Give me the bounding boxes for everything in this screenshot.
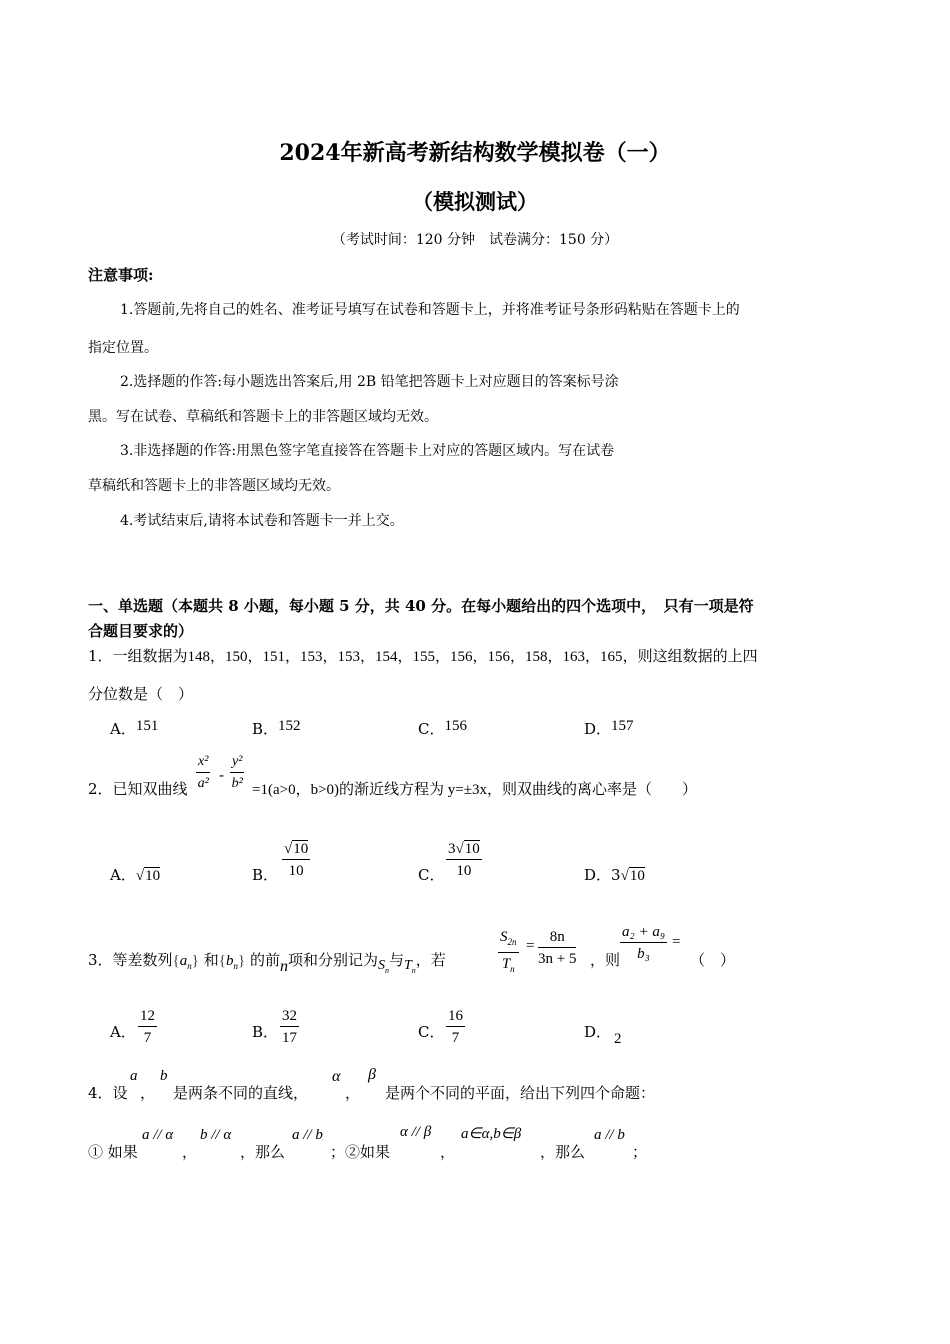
q2-c-coef: 3 — [448, 841, 456, 857]
q3-equals-2: = — [672, 934, 681, 950]
q3-n: n — [279, 958, 288, 975]
notice-item-4: 4.考试结束后,请将本试卷和答题卡一并上交。 — [120, 513, 404, 529]
q3-option-c-label[interactable]: C． — [418, 1023, 445, 1041]
q2-option-b-label[interactable]: B． — [252, 866, 279, 884]
notice-item-3: 3.非选择题的作答:用黑色签字笔直接答在答题卡上对应的答题区域内。写在试卷 — [120, 443, 615, 459]
q3-paren: （ ） — [690, 951, 736, 969]
q2-option-c-value: $\frac{3√10}{10}$ — [446, 839, 482, 882]
q3-b-num: 32 — [280, 1006, 299, 1027]
q2-a2: a² — [197, 776, 209, 791]
q1-option-c-value: 156 — [444, 718, 467, 734]
q3-mid1: 的前 — [249, 951, 280, 969]
exam-info: （考试时间：120 分钟 试卷满分：150 分） — [331, 232, 619, 248]
q1-data: 148，150，151，153，153，154，155，156，156，158，163，165 — [187, 649, 623, 665]
q1-option-b-value: 152 — [278, 718, 301, 734]
q3-ratio-st — [498, 927, 519, 980]
question-1 — [88, 645, 758, 666]
q2-b2: b² — [231, 776, 243, 791]
q4-p1-prefix: ① 如果 — [88, 1143, 138, 1161]
q3-b-den: 17 — [282, 1030, 297, 1046]
q4-p2b: a∈α,b∈β — [461, 1126, 522, 1142]
q4-end: ； — [632, 1143, 648, 1161]
q3-S-sub: n — [384, 966, 389, 975]
q1-option-c-label: C． — [418, 720, 445, 738]
q2-option-b-value: $\frac{√10}{10}$ — [282, 839, 310, 882]
q3-option-b-value — [280, 1006, 299, 1049]
q2-prefix: 2．已知双曲线 — [88, 780, 188, 798]
q3-8n: 8n — [538, 927, 576, 948]
notice-item-2: 2.选择题的作答:每小题选出答案后,用 2B 铅笔把答题卡上对应题目的答案标号涂 — [120, 374, 619, 390]
notice-item-1: 1.答题前,先将自己的姓名、准考证号填写在试卷和答题卡上，并将准考证号条形码粘贴在答题卡上的 — [120, 302, 740, 318]
q1-suffix: ，则这组数据的上四 — [622, 647, 758, 665]
q3-mid2: 项和分别记为 — [287, 951, 378, 969]
q4-p1a: a // α — [142, 1127, 174, 1143]
q1-option-b[interactable] — [252, 718, 301, 739]
q4-p2c: a // b — [594, 1127, 625, 1143]
q2-b-den: 10 — [288, 863, 304, 879]
q1-option-a[interactable] — [110, 718, 158, 739]
q4-mid2: 是两个不同的平面，给出下列四个命题： — [385, 1084, 656, 1102]
q3-a-den: 7 — [143, 1030, 152, 1046]
q3-option-b-label[interactable]: B． — [252, 1023, 279, 1041]
q3-T: T — [403, 958, 412, 973]
q3-ratio-value — [538, 927, 576, 970]
q3-and: 和 — [203, 951, 219, 969]
q3-c-den: 7 — [451, 1030, 460, 1046]
q4-comma-4: ， — [440, 1143, 456, 1161]
q1-prefix: 1．一组数据为 — [88, 647, 188, 665]
question-1-cont: 分位数是（ ） — [88, 685, 194, 703]
q4-p1c: a // b — [292, 1127, 323, 1143]
q1-option-d-value: 157 — [611, 718, 634, 734]
q2-c-num: 10 — [464, 841, 480, 857]
q2-c-den: 10 — [456, 863, 472, 879]
q1-option-d-label: D． — [584, 720, 612, 738]
q1-option-c[interactable] — [418, 718, 467, 739]
q3-ze: ，则 — [590, 951, 621, 969]
q3-a-num: 12 — [138, 1006, 157, 1027]
q3-Tn-sub: n — [510, 964, 515, 974]
q3-S: S — [377, 958, 385, 973]
q2-option-a-value: 10 — [145, 868, 161, 884]
q3-b3: b₃ — [637, 946, 650, 962]
q4-then-1: ，那么 — [240, 1143, 286, 1161]
q4-mid1: 是两条不同的直线， — [173, 1084, 309, 1102]
q4-prefix: 4．设 — [88, 1084, 128, 1102]
q4-b: b — [160, 1068, 168, 1084]
q3-target-frac — [620, 922, 667, 965]
question-3: 3．等差数列$\{a_n\}$ 和$\{b_n\}$ 的前n项和分别记为$S_n$与$T_n$，若 — [88, 951, 446, 975]
q3-S2n: S — [500, 929, 508, 945]
q2-option-a[interactable]: A．√10 — [110, 866, 161, 884]
q4-beta: β — [368, 1066, 376, 1083]
notice-item-1-cont: 指定位置。 — [88, 340, 158, 356]
notice-item-3-cont: 草稿纸和答题卡上的非答题区域均无效。 — [88, 478, 340, 494]
q3-equals: = — [526, 938, 535, 954]
q3-option-a-label[interactable]: A． — [110, 1023, 136, 1041]
q2-fraction-y — [230, 752, 244, 795]
q3-bn: b — [225, 953, 234, 969]
notice-heading: 注意事项: — [88, 266, 154, 284]
q4-comma-3: ， — [182, 1143, 198, 1161]
q3-bn-sub: n — [233, 961, 238, 971]
section-heading-cont: 合题目要求的） — [88, 622, 194, 640]
q3-c-num: 16 — [446, 1006, 465, 1027]
q3-option-d-value: 2 — [614, 1031, 622, 1047]
q2-x2: x² — [196, 752, 210, 773]
q3-a2a9: a₂ + a₉ — [620, 922, 667, 943]
q3-den: 3n + 5 — [538, 951, 577, 967]
q3-T-sub: n — [411, 966, 416, 975]
q1-option-d[interactable] — [584, 718, 634, 739]
q3-an: a — [179, 953, 188, 969]
notice-item-2-cont: 黑。写在试卷、草稿纸和答题卡上的非答题区域均无效。 — [88, 409, 438, 425]
q3-option-c-value — [446, 1006, 465, 1049]
q4-p2a: α // β — [400, 1124, 432, 1140]
q4-p1b: b // α — [200, 1127, 232, 1143]
page-subtitle: （模拟测试） — [412, 189, 538, 214]
q3-an-sub: n — [187, 961, 192, 971]
q3-yu: 与 — [388, 951, 404, 969]
q4-comma-1: ， — [140, 1084, 156, 1102]
q1-option-a-value: 151 — [135, 718, 159, 734]
q1-option-a-label: A． — [110, 720, 136, 738]
q3-Tn: T — [501, 956, 511, 972]
q2-b-num: 10 — [293, 841, 309, 857]
q3-option-a-value — [138, 1006, 157, 1049]
section-heading: 一、单选题（本题共 8 小题，每小题 5 分，共 40 分。在每小题给出的四个选项中， 只有一项是符 — [88, 597, 754, 615]
q3-prefix: 3．等差数列 — [88, 951, 173, 969]
q3-ruo: ，若 — [415, 951, 446, 969]
q4-then-2: ，那么 — [540, 1143, 586, 1161]
q2-y2: y² — [230, 752, 244, 773]
q3-option-d-label[interactable]: D． — [584, 1023, 612, 1041]
q2-rest: =1(a>0，b>0)的渐近线方程为 y=±3x，则双曲线的离心率是（ ） — [252, 782, 697, 798]
q4-alpha: α — [332, 1068, 341, 1085]
q2-fraction-x — [196, 752, 210, 795]
q2-option-a-label: A． — [110, 866, 136, 884]
page-title: 2024年新高考新结构数学模拟卷（一） — [279, 140, 671, 166]
q2-option-c-label[interactable]: C． — [418, 866, 445, 884]
q2-option-d[interactable]: D．3√10 — [584, 866, 645, 884]
q4-comma-2: ， — [345, 1084, 361, 1102]
q2-minus: - — [219, 766, 225, 784]
q4-a: a — [130, 1068, 138, 1084]
q4-p2-prefix: ；②如果 — [330, 1143, 391, 1161]
q3-S2n-sub: 2n — [507, 937, 517, 947]
q1-option-b-label: B． — [252, 720, 279, 738]
q2-option-d-label: D．3 — [584, 866, 621, 884]
q2-option-d-value: 10 — [629, 868, 645, 884]
